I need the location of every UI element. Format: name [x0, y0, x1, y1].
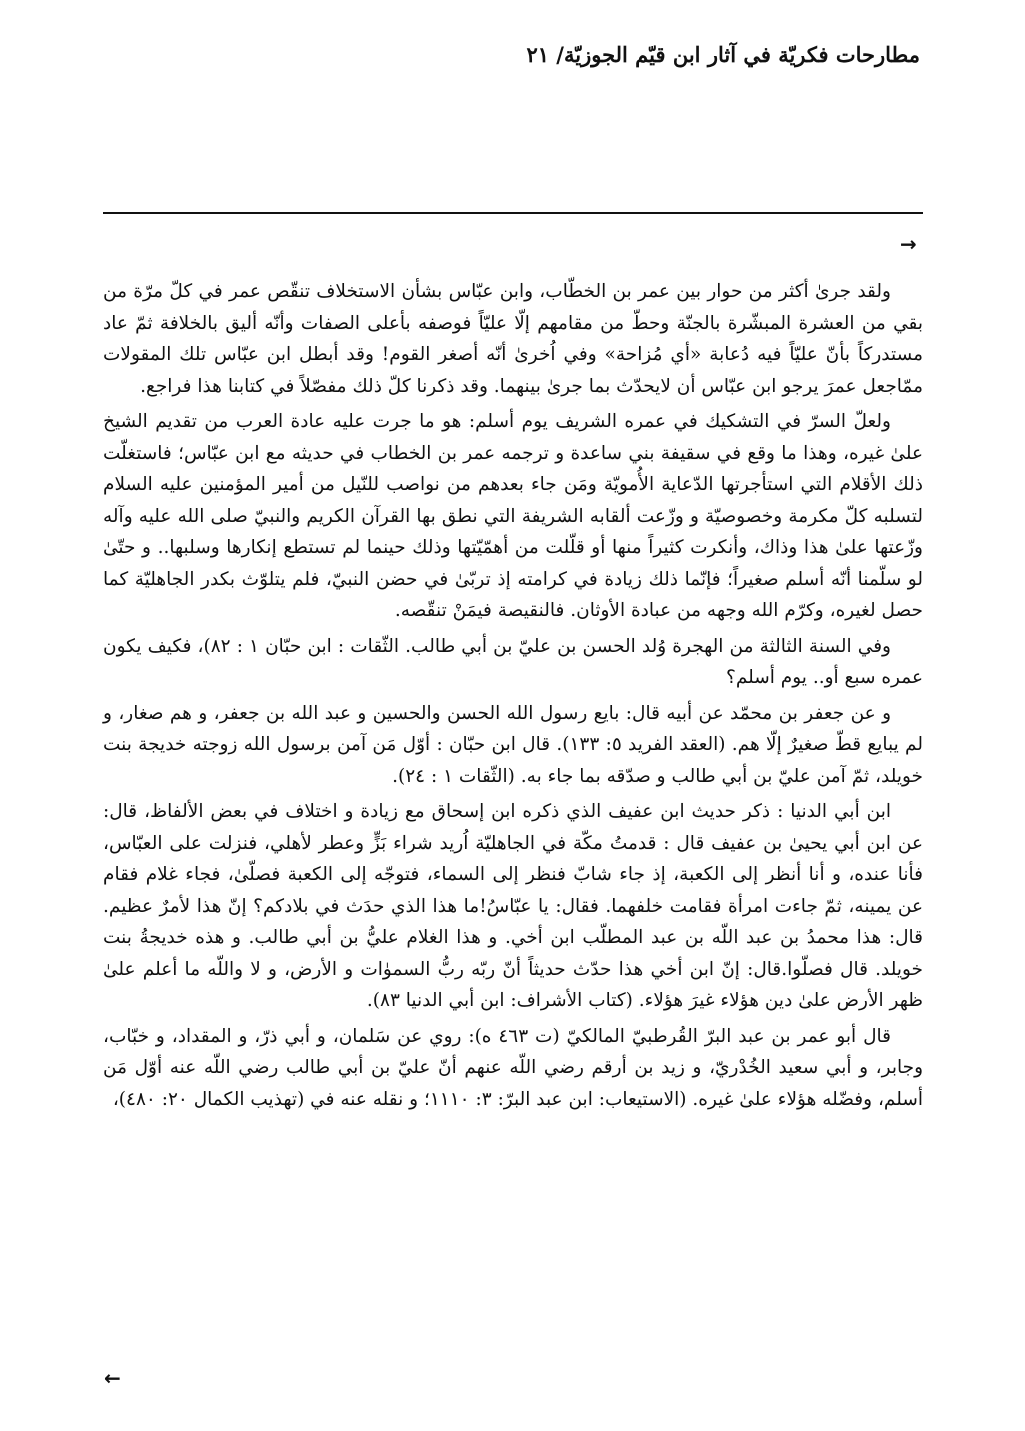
paragraph-6: قال أبو عمر بن عبد البرّ القُرطبيّ المالكيّ (ت ٤٦٣ ه): روي عن سَلمان، و أبي ذرّ، و المقداد، و خبّاب، وجابر، و أبي سعيد الخُدْريّ، و زيد بن أرقم رضي اللّه عنهم أنّ عليّ بن أبي طالب رضي اللّه عنه أوّل مَن أسلم، وفضّله هؤلاء علىٰ غيره. (الاستيعاب: ابن عبد البرّ: ٣: ١١١٠؛ و نقله عنه في (تهذيب الكمال ٢٠: ٤٨٠)،: [103, 1025, 923, 1110]
paragraph-2: ولعلّ السرّ في التشكيك في عمره الشريف يوم أسلم: هو ما جرت عليه عادة العرب من تقديم الشيخ علىٰ غيره، وهذا ما وقع في سقيفة بني ساعدة و ترجمه عمر بن الخطاب في حديثه مع ابن عبّاس؛ فاستغلّت ذلك الأقلام التي استأجرتها الدّعاية الأُمويّة ومَن جاء بعدهم من نواصب للنّيل من أمير المؤمنين عليه السلام لتسلبه كلّ مكرمة وخصوصيّة و وزّعت ألقابه الشريفة التي نطق بها القرآن الكريم والنبيّ صلى الله عليه وآله وزّعتها علىٰ هذا وذاك، وأنكرت كثيراً منها أو قلّلت من أهمّيّتها وذلك حينما لم تستطع إنكارها وسلبها.. و حتّىٰ لو سلّمنا أنّه أسلم صغيراً؛ فإنّما ذلك زيادة في كرامته إذ تربّىٰ في حضن النبيّ، فلم يتلوّث بكدر الجاهليّة كما حصل لغيره، وكرّم الله وجهه من عبادة الأوثان. فالنقيصة فيمَنْ تنقّصه.: [103, 411, 923, 621]
body-text: [103, 276, 923, 1119]
continuation-arrow-top: →: [900, 232, 917, 256]
continuation-arrow-bottom: ←: [104, 1366, 121, 1390]
header-divider: [103, 212, 923, 214]
paragraph-3: وفي السنة الثالثة من الهجرة وُلد الحسن بن عليّ بن أبي طالب. الثّقات : ابن حبّان ١ : ٨٢)، فكيف يكون عمره سبع أو.. يوم أسلم؟: [103, 635, 923, 688]
paragraph-4: و عن جعفر بن محمّد عن أبيه قال: بايع رسول الله الحسن والحسين و عبد الله بن جعفر، و هم صغار، و لم يبايع قطّ صغيرٌ إلّا هم. (العقد الفريد ٥: ١٣٣). قال ابن حبّان : أوّل مَن آمن برسول الله زوجته خديجة بنت خويلد، ثمّ آمن عليّ بن أبي طالب و صدّقه بما جاء به. (الثّقات ١ : ٢٤).: [103, 702, 924, 787]
running-header: مطارحات فكريّة في آثار ابن قيّم الجوزيّة/ ٢١: [526, 42, 920, 67]
paragraph-1: ولقد جرىٰ أكثر من حوار بين عمر بن الخطّاب، وابن عبّاس بشأن الاستخلاف تنقّص عمر في كلّ مرّة من بقي من العشرة المبشّرة بالجنّة وحطّ من مقامهم إلّا عليّاً فوصفه بأعلى الصفات وأنّه أليق بالخلافة ثمّ عاد مستدركاً بأنّ عليّاً فيه دُعابة «أي مُزاحة» وفي اُخرىٰ أنّه أصغر القوم! وقد أبطل ابن عبّاس تلك المقولات ممّاجعل عمرَ يرجو ابن عبّاس أن لايحدّث بما جرىٰ بينهما. وقد ذكرنا كلّ ذلك مفصّلاً في كتابنا هذا فراجع.: [103, 281, 923, 397]
paragraph-5: ابن أبي الدنيا : ذكر حديث ابن عفيف الذي ذكره ابن إسحاق مع زيادة و اختلاف في بعض الألفاظ، قال: عن ابن أبي يحيىٰ بن عفيف قال : قدمتُ مكّة في الجاهليّة اُريد شراء بَزٍّ وعطر لأهلي، فنزلت على العبّاس، فأنا عنده، و أنا أنظر إلى الكعبة، إذ جاء شابّ فنظر إلى السماء، فتوجّه إلى الكعبة فصلّىٰ، فجاء غلام فقام عن يمينه، ثمّ جاءت امرأة فقامت خلفهما. فقال: يا عبّاسُ!ما هذا الذي حدَث في بلادكم؟ إنّ هذا لأمرٌ عظيم. قال: هذا محمدُ بن عبد اللّه بن عبد المطلّب ابن أخي. و هذا الغلام عليُّ بن أبي طالب. و هذه خديجةُ بنت خويلد. قال فصلّوا.قال: إنّ ابن أخي هذا حدّث حديثاً أنّ ربّه ربُّ السموٰات و الأرض، و لا واللّه ما أعلم علىٰ ظهر الأرض علىٰ دين هؤلاء غيرَ هؤلاء. (كتاب الأشراف: ابن أبي الدنيا ٨٣).: [103, 801, 923, 1011]
